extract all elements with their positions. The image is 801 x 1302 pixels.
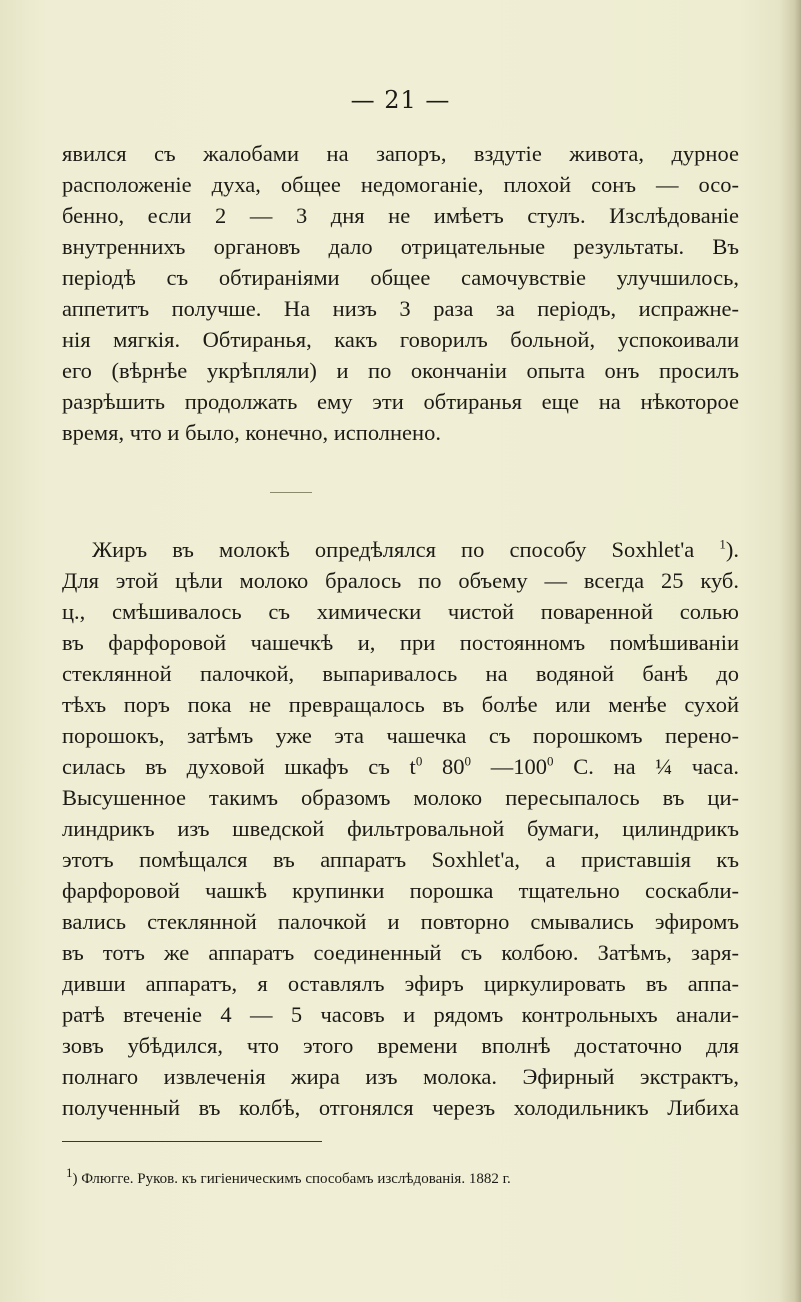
paragraph-text: C. на ¼ часа. <box>553 754 740 779</box>
paragraph-line: нія мягкія. Обтиранья, какъ говорилъ больной, успокоивали <box>62 327 739 352</box>
paragraph-line: бенно, если 2 — 3 дня не имѣетъ стулъ. Изслѣдованіе <box>62 203 739 228</box>
section-separator <box>270 492 312 493</box>
paragraph-line: зовъ убѣдился, что этого времени вполнѣ достаточно для <box>62 1033 739 1058</box>
page-edge-shadow <box>779 0 801 1302</box>
paragraph-line: этотъ помѣщался въ аппаратъ Soxhlet'a, а приставшія къ <box>62 847 739 872</box>
paragraph-line: его (вѣрнѣе укрѣпляли) и по окончаніи опыта онъ просилъ <box>62 358 739 383</box>
paragraph-line: Высушенное такимъ образомъ молоко пересыпалось въ ци- <box>62 785 739 810</box>
footnote-mark: 1 <box>66 1165 73 1180</box>
paragraph-line: время, что и было, конечно, исполнено. <box>62 420 441 445</box>
paragraph-first-line <box>92 535 739 565</box>
paragraph-line: вались стеклянной палочкой и повторно смывались эфиромъ <box>62 909 739 934</box>
paragraph-line: ратѣ втеченіе 4 — 5 часовъ и рядомъ контрольныхъ анали- <box>62 1002 739 1027</box>
paragraph-line: аппетитъ получше. На низъ 3 раза за періодъ, испражне- <box>62 296 739 321</box>
paragraph-line: полнаго извлеченія жира изъ молока. Эфирный экстрактъ, <box>62 1064 739 1089</box>
degree-superscript: 0 <box>547 753 554 769</box>
paragraph-line: порошокъ, затѣмъ уже эта чашечка съ порошкомъ перено- <box>62 723 739 748</box>
footnote-divider <box>62 1141 322 1142</box>
paragraph-temperature-line <box>62 752 739 782</box>
paragraph-line: въ фарфоровой чашечкѣ и, при постоянномъ помѣшиваніи <box>62 630 739 655</box>
paragraph-line: тѣхъ поръ пока не превращалось въ болѣе или менѣе сухой <box>62 692 739 717</box>
paragraph-line: линдрикъ изъ шведской фильтровальной бумаги, цилиндрикъ <box>62 816 739 841</box>
paragraph-line: стеклянной палочкой, выпаривалось на водяной банѣ до <box>62 661 739 686</box>
paragraph-line: Для этой цѣли молоко бралось по объему — всегда 25 куб. <box>62 568 739 593</box>
paragraph-line: расположеніе духа, общее недомоганіе, плохой сонъ — осо- <box>62 172 739 197</box>
paragraph-line: періодѣ съ обтираніями общее самочувствіе улучшилось, <box>62 265 739 290</box>
footnote <box>66 1165 511 1190</box>
footnote-text: Флюгге. Руков. къ гигіеническимъ способамъ изслѣдованія. 1882 г. <box>77 1171 511 1187</box>
page-number: — 21 — <box>350 86 451 114</box>
superscript: 0 <box>415 753 423 769</box>
footnote-paren: ) <box>72 1171 78 1187</box>
paragraph-line: внутреннихъ органовъ дало отрицательные результаты. Въ <box>62 234 739 259</box>
paragraph-line: ц., смѣшивалось съ химически чистой поваренной солью <box>62 599 739 624</box>
paragraph-text: —100 <box>471 754 547 779</box>
paragraph-text: Жиръ въ молокѣ опредѣлялся по способу Soxhlet'a <box>92 537 720 562</box>
paragraph-line: дивши аппаратъ, я оставлялъ эфиръ циркулировать въ аппа- <box>62 971 739 996</box>
paragraph-line: фарфоровой чашкѣ крупинки порошка тщательно соскабли- <box>62 878 739 903</box>
paragraph-line: въ тотъ же аппаратъ соединенный съ колбою. Затѣмъ, заря- <box>62 940 739 965</box>
paragraph-text: ). <box>725 537 739 562</box>
paragraph-line: явился съ жалобами на запоръ, вздутіе живота, дурное <box>62 141 739 166</box>
paragraph-text: силась въ духовой шкафъ съ t <box>62 754 416 779</box>
footnote-ref: 1 <box>719 536 726 552</box>
paragraph-line: разрѣшить продолжать ему эти обтиранья еще на нѣкоторое <box>62 389 739 414</box>
degree-superscript: 0 <box>464 753 472 769</box>
paragraph-text: 80 <box>422 754 465 779</box>
paragraph-line: полученный въ колбѣ, отгонялся черезъ холодильникъ Либиха <box>62 1095 739 1120</box>
